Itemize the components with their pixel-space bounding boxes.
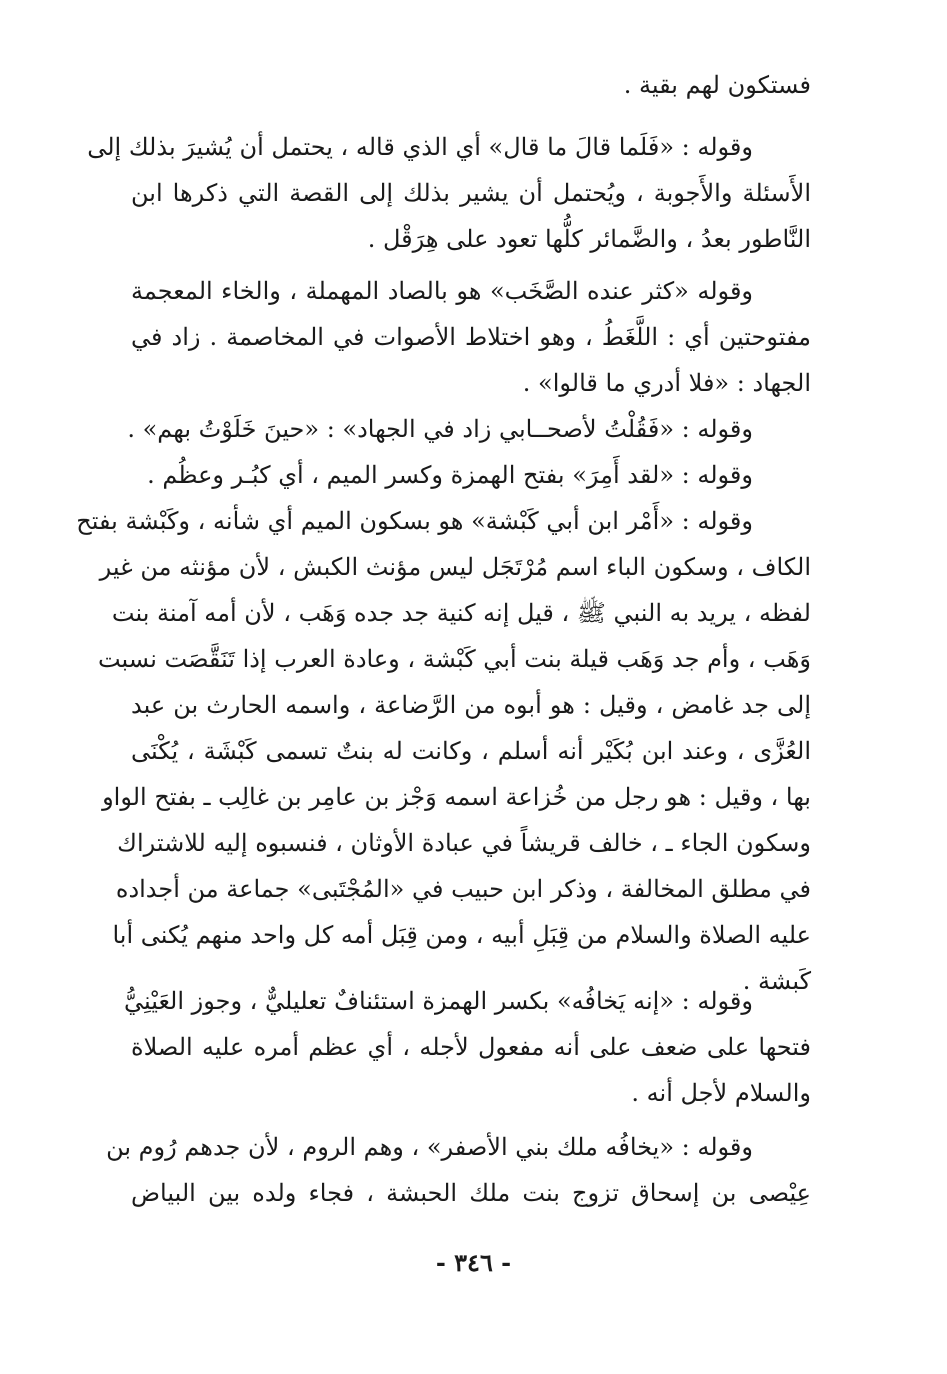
page-number: - ٣٤٦ - <box>435 1248 512 1277</box>
text-line: وقوله : «فَقُلْتُ لأصحــابي زاد في الجهاد» : «حينَ خَلَوْتُ بهم» . <box>127 415 753 443</box>
text-line: والسلام لأجل أنه . <box>631 1079 811 1107</box>
text-line: عِيْصى بن إسحاق تزوج بنت ملك الحبشة ، فجاء ولده بين البياض <box>131 1179 811 1207</box>
text-line: بها ، وقيل : هو رجل من خُزاعة اسمه وَجْز بن عامِر بن غالِب ـ بفتح الواو <box>102 783 811 811</box>
text-line: عليه الصلاة والسلام من قِبَلِ أبيه ، ومن قِبَل أمه كل واحد منهم يُكنى أبا <box>112 921 811 949</box>
text-line: الكاف ، وسكون الباء اسم مُرْتَجَل ليس مؤنث الكبش ، لأن مؤنثه من غير <box>99 553 811 581</box>
text-line: وقوله : «فَلَما قالَ ما قال» أي الذي قاله ، يحتمل أن يُشيرَ بذلك إلى <box>87 133 753 161</box>
text-line: وَهَب ، وأم جد وَهَب قيلة بنت أبي كَبْشة ، وعادة العرب إذا تَنَقَّصَت نسبت <box>97 645 811 673</box>
text-line: إلى جد غامض ، وقيل : هو أبوه من الرَّضاعة ، واسمه الحارث بن عبد <box>131 691 811 719</box>
paragraph-sakhab <box>76 268 811 1004</box>
text-line: وسكون الجاء ـ ، خالف قريشاً في عبادة الأوثان ، فنسبوه إليه للاشتراك <box>117 829 811 857</box>
text-line: فتحها على ضعف على أنه مفعول لأجله ، أي عظم أمره عليه الصلاة <box>131 1033 811 1061</box>
text-line: الأَسئلة والأَجوبة ، ويُحتمل أن يشير بذلك إلى القصة التي ذكرها ابن <box>131 179 811 207</box>
text-line: وقوله : «لقد أَمِرَ» بفتح الهمزة وكسر الميم ، أي كبُـر وعظُم . <box>147 461 753 489</box>
text-line: في مطلق المخالفة ، وذكر ابن حبيب في «المُجْتَبى» جماعة من أجداده <box>115 875 811 903</box>
text-line: كَبشة . <box>742 967 811 995</box>
paragraph-falamma <box>87 124 811 262</box>
text-line: الجهاد : «فلا أدري ما قالوا» . <box>522 369 811 397</box>
text-line: مفتوحتين أي : اللَّغَطُ ، وهو اختلاط الأصوات في المخاصمة . زاد في <box>131 323 811 351</box>
paragraph-asfar <box>106 1124 811 1216</box>
text-line: وقوله : «أَمْر ابن أبي كَبْشة» هو بسكون الميم أي شأنه ، وكَبْشة بفتح <box>76 507 753 535</box>
text-line: وقوله : «يخافُه ملك بني الأصفر» ، وهم الروم ، لأن جدهم رُوم بن <box>106 1133 753 1161</box>
text-line: وقوله «كثر عنده الصَّخَب» هو بالصاد المهملة ، والخاء المعجمة <box>131 277 753 305</box>
text-line: لفظه ، يريد به النبي ﷺ ، قيل إنه كنية جد جده وَهَب ، لأن أمه آمنة بنت <box>111 599 811 627</box>
text-line: النَّاطور بعدُ ، والضَّمائر كلُّها تعود على هِرَقْل . <box>367 225 811 253</box>
text-block-1 <box>131 62 811 108</box>
text-line: فستكون لهم بقية . <box>623 71 811 99</box>
text-line: وقوله : «إنه يَخافُه» بكسر الهمزة استئنافٌ تعليليٌّ ، وجوز العَيْنِيُّ <box>123 987 753 1015</box>
text-line: العُزَّى ، وعند ابن بُكَيْر أنه أسلم ، وكانت له بنتٌ تسمى كَبْشَة ، يُكْنَى <box>131 737 811 765</box>
paragraph-yakhafuh <box>123 978 811 1116</box>
